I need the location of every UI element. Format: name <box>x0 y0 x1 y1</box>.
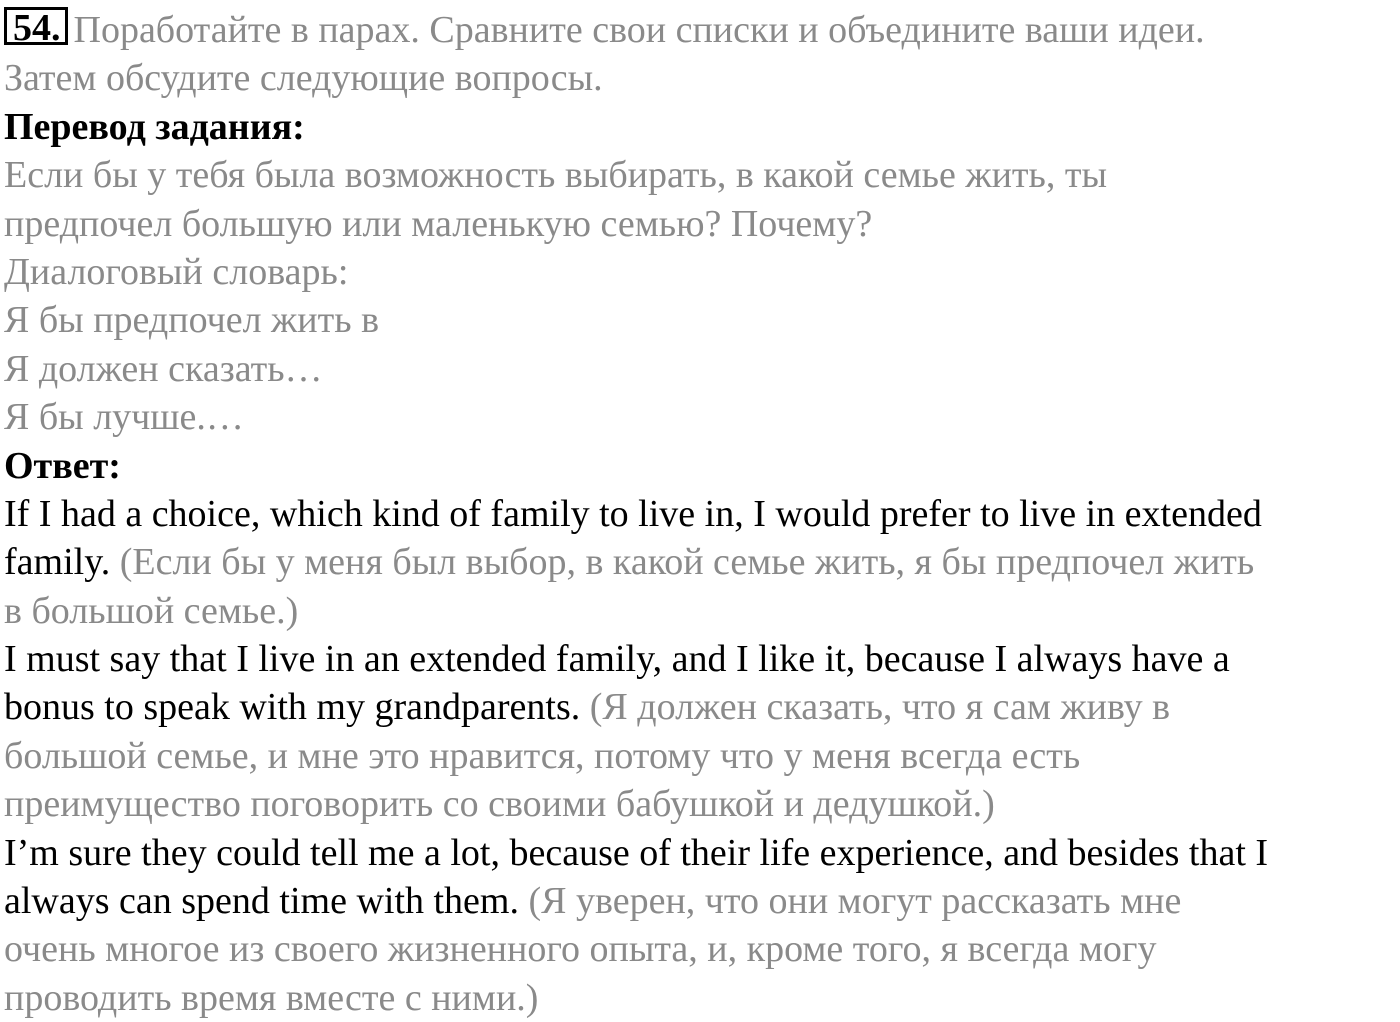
answer-2-line-3: большой семье, и мне это нравится, потому что у меня всегда есть <box>4 734 1081 777</box>
answer-1-line-1: If I had a choice, which kind of family to live in, I would prefer to live in extended <box>4 492 1262 535</box>
answer-2-english-end: bonus to speak with my grandparents. <box>4 686 581 729</box>
translation-heading: Перевод задания: <box>4 105 305 148</box>
answer-3-line-2 <box>4 877 1400 925</box>
task-instruction-line-2: Затем обсудите следующие вопросы. <box>4 57 603 100</box>
answer-1-line-3: в большой семье.) <box>4 589 299 632</box>
answer-2-line-2 <box>4 683 1400 731</box>
answer-2-line-1: I must say that I live in an extended family, and I like it, because I always have a <box>4 638 1230 681</box>
task-number-badge: 54. <box>4 7 68 45</box>
translation-line-6: Я бы лучше.… <box>4 396 244 439</box>
translation-line-3: Диалоговый словарь: <box>4 250 349 293</box>
answer-3-line-1: I’m sure they could tell me a lot, because of their life experience, and besides that I <box>4 831 1269 874</box>
answer-3-russian-start: (Я уверен, что они могут рассказать мне <box>528 880 1182 923</box>
translation-line-2: предпочел большую или маленькую семью? Почему? <box>4 202 873 245</box>
answer-3-line-3: очень многое из своего жизненного опыта, и, кроме того, я всегда могу <box>4 928 1157 971</box>
task-instruction-line-1: Поработайте в парах. Сравните свои списки и объедините ваши идеи. <box>73 9 1205 51</box>
answer-heading: Ответ: <box>4 444 121 487</box>
answer-3-line-4: проводить время вместе с ними.) <box>4 976 539 1019</box>
translation-line-1: Если бы у тебя была возможность выбирать, в какой семье жить, ты <box>4 154 1108 197</box>
answer-1-line-2 <box>4 538 1400 586</box>
answer-3-english-end: always can spend time with them. <box>4 880 519 923</box>
task-line-1 <box>4 6 1400 54</box>
translation-line-4: Я бы предпочел жить в <box>4 299 380 342</box>
answer-1-english-end: family. <box>4 541 111 584</box>
answer-1-russian-start: (Если бы у меня был выбор, в какой семье жить, я бы предпочел жить <box>119 541 1255 584</box>
translation-line-5: Я должен сказать… <box>4 347 323 390</box>
answer-2-russian-start: (Я должен сказать, что я сам живу в <box>589 686 1171 729</box>
answer-2-line-4: преимущество поговорить со своими бабушкой и дедушкой.) <box>4 783 995 826</box>
